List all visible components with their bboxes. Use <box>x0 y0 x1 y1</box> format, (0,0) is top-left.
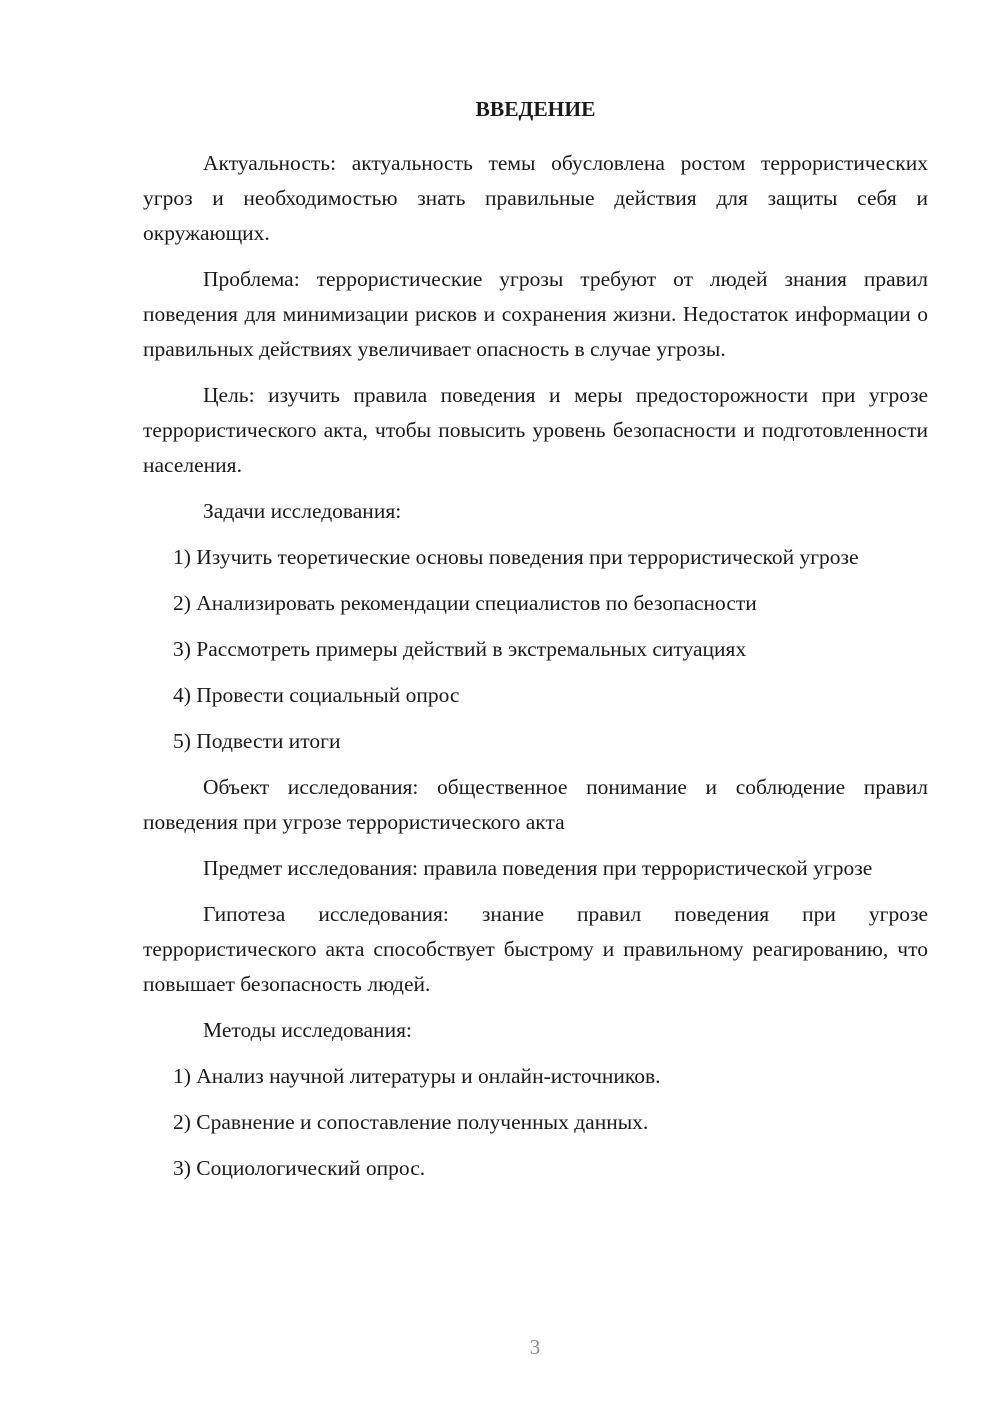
method-item: 1) Анализ научной литературы и онлайн-источников. <box>173 1064 661 1088</box>
task-item: 4) Провести социальный опрос <box>173 683 460 707</box>
document-page <box>143 92 928 1197</box>
methods-heading: Методы исследования: <box>203 1018 412 1042</box>
page-number: 3 <box>529 1335 541 1359</box>
task-item: 1) Изучить теоретические основы поведения при террористической угрозе <box>173 545 859 569</box>
paragraph-hypothesis: Гипотеза исследования: знание правил поведения при угрозе террористического акта способствует быстрому и правильному реагированию, что повышает безопасность людей. <box>143 902 928 996</box>
task-item: 2) Анализировать рекомендации специалистов по безопасности <box>173 591 757 615</box>
paragraph-goal: Цель: изучить правила поведения и меры предосторожности при угрозе террористического акта, чтобы повысить уровень безопасности и подготовленности населения. <box>143 383 928 477</box>
document-title: ВВЕДЕНИЕ <box>475 97 596 121</box>
tasks-heading: Задачи исследования: <box>203 499 402 523</box>
paragraph-object: Объект исследования: общественное понимание и соблюдение правил поведения при угрозе террористического акта <box>143 775 928 834</box>
task-item: 3) Рассмотреть примеры действий в экстремальных ситуациях <box>173 637 747 661</box>
method-item: 3) Социологический опрос. <box>173 1156 426 1180</box>
paragraph-relevance: Актуальность: актуальность темы обусловлена ростом террористических угроз и необходимостью знать правильные действия для защиты себя и окружающих. <box>143 151 928 245</box>
task-item: 5) Подвести итоги <box>173 729 341 753</box>
method-item: 2) Сравнение и сопоставление полученных данных. <box>173 1110 649 1134</box>
paragraph-problem: Проблема: террористические угрозы требуют от людей знания правил поведения для минимизации рисков и сохранения жизни. Недостаток информации о правильных действиях увеличивает опасность в случае угрозы. <box>143 267 928 361</box>
paragraph-subject: Предмет исследования: правила поведения при террористической угрозе <box>203 856 873 880</box>
